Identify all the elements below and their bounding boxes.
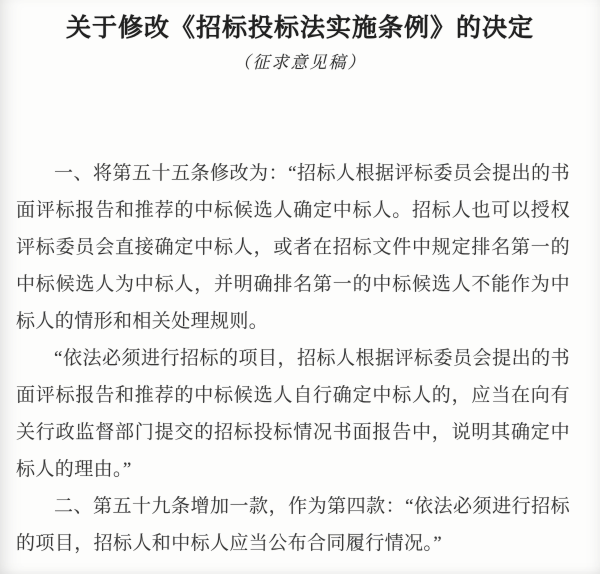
paragraph-article-1: 一、将第五十五条修改为：“招标人根据评标委员会提出的书面评标报告和推荐的中标候选人确定中标人。招标人也可以授权评标委员会直接确定中标人，或者在招标文件中规定排名第一的中标候选人为中标人，并明确排名第一的中标候选人不能作为中标人的情形和相关处理规则。 [16,163,570,332]
paragraph-article-1-continued: “依法必须进行招标的项目，招标人根据评标委员会提出的书面评标报告和推荐的中标候选人自行确定中标人的，应当在向有关行政监督部门提交的招标投标情况书面报告中，说明其确定中标人的理由。” [16,348,570,480]
paragraph-article-2: 二、第五十九条增加一款，作为第四款：“依法必须进行招标的项目，招标人和中标人应当公布合同履行情况。” [16,496,570,554]
document-title: 关于修改《招标投标法实施条例》的决定 [65,14,534,42]
document-subtitle: （征求意见稿） [233,53,367,73]
document-body [16,155,570,562]
